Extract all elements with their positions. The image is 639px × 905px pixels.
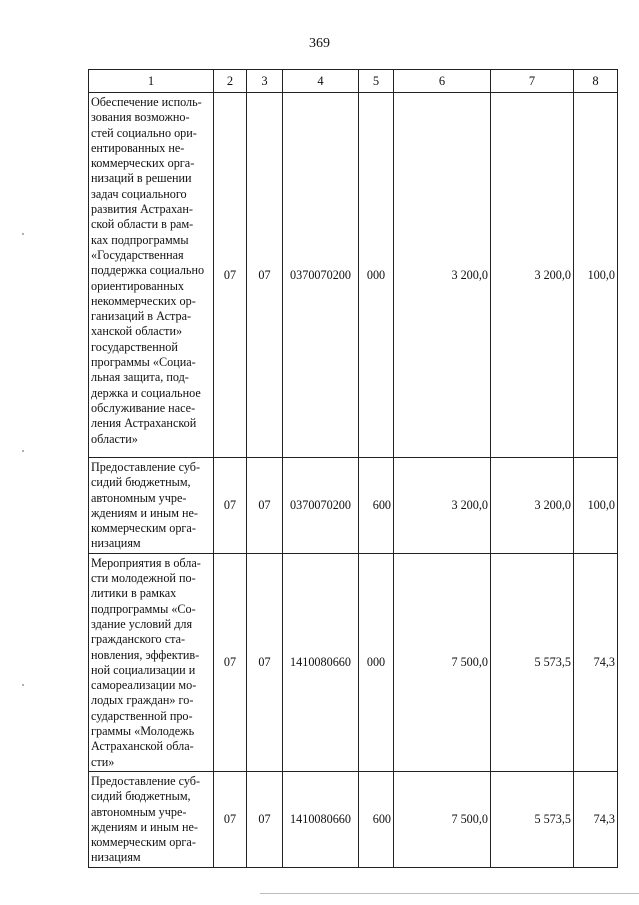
column-header: 7 (491, 70, 574, 93)
execution-percent: 100,0 (574, 458, 618, 554)
executed-amount: 3 200,0 (491, 93, 574, 458)
table-header-row (89, 70, 618, 93)
scan-edge-line (260, 893, 639, 894)
budget-table (88, 69, 618, 868)
scan-speck (22, 684, 24, 686)
page-number: 369 (309, 36, 330, 51)
subsection-code: 07 (247, 458, 283, 554)
target-article-code: 0370070200 (283, 458, 359, 554)
row-description: Мероприятия в обла- сти молодежной по- литики в рамках подпрограммы «Со- здание условий для гражданского ста- новления, эффектив- ной социализации и самореализации мо- лодых граждан» го- сударственной про- граммы «Молодежь Астраханской обла- сти» (89, 553, 214, 771)
subsection-code: 07 (247, 771, 283, 867)
expense-type-code: 600 (359, 771, 394, 867)
planned-amount: 3 200,0 (394, 93, 491, 458)
executed-amount: 5 573,5 (491, 771, 574, 867)
column-header: 1 (89, 70, 214, 93)
execution-percent: 74,3 (574, 771, 618, 867)
subsection-code: 07 (247, 553, 283, 771)
column-header: 6 (394, 70, 491, 93)
expense-type-code: 000 (359, 93, 394, 458)
row-description: Предоставление суб- сидий бюджетным, автономным учре- ждениям и иным не- коммерческим орга- низациям (89, 458, 214, 554)
planned-amount: 7 500,0 (394, 771, 491, 867)
planned-amount: 3 200,0 (394, 458, 491, 554)
scan-speck (22, 233, 24, 235)
table-row (89, 93, 618, 458)
expense-type-code: 000 (359, 553, 394, 771)
column-header: 3 (247, 70, 283, 93)
section-code: 07 (214, 771, 247, 867)
expense-type-code: 600 (359, 458, 394, 554)
row-description: Предоставление суб- сидий бюджетным, автономным учре- ждениям и иным не- коммерческим орга- низациям (89, 771, 214, 867)
scan-speck (22, 450, 24, 452)
row-description: Обеспечение исполь- зования возможно- стей социально ори- ентированных не- коммерческих орга- низаций в решении задач социального развития Астрахан- ской области в рам- ках подпрограммы «Государственная поддержка социально ориентированных некоммерческих ор- ганизаций в Астра- ханской области» государственной программы «Социа- льная защита, под- держка и социальное обслуживание насе- ления Астраханской области» (89, 93, 214, 458)
target-article-code: 1410080660 (283, 771, 359, 867)
column-header: 8 (574, 70, 618, 93)
section-code: 07 (214, 458, 247, 554)
target-article-code: 1410080660 (283, 553, 359, 771)
section-code: 07 (214, 93, 247, 458)
executed-amount: 5 573,5 (491, 553, 574, 771)
table-row (89, 553, 618, 771)
subsection-code: 07 (247, 93, 283, 458)
executed-amount: 3 200,0 (491, 458, 574, 554)
column-header: 4 (283, 70, 359, 93)
execution-percent: 74,3 (574, 553, 618, 771)
section-code: 07 (214, 553, 247, 771)
table-row (89, 458, 618, 554)
planned-amount: 7 500,0 (394, 553, 491, 771)
target-article-code: 0370070200 (283, 93, 359, 458)
column-header: 5 (359, 70, 394, 93)
table-row (89, 771, 618, 867)
column-header: 2 (214, 70, 247, 93)
execution-percent: 100,0 (574, 93, 618, 458)
